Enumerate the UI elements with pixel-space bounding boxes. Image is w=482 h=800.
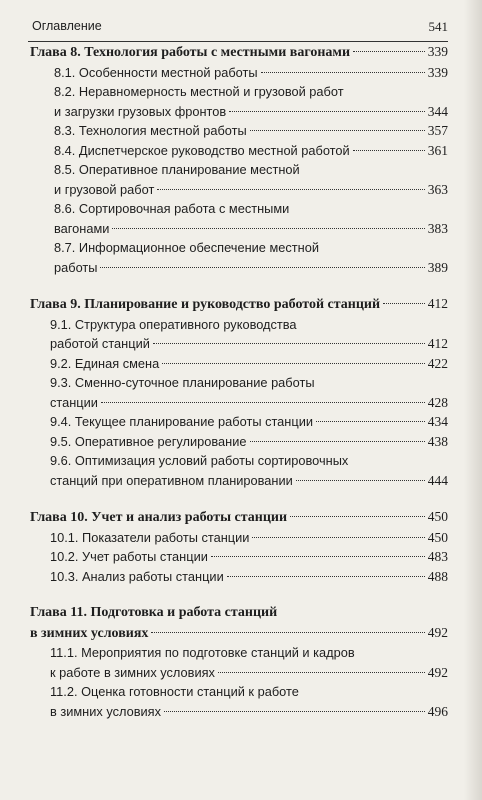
chapter-title: Глава 11. Подготовка и работа станций <box>30 605 278 620</box>
header-title: Оглавление <box>32 19 102 33</box>
toc-entry-continued: работы 389 <box>54 259 448 275</box>
chapter-11 <box>30 603 448 721</box>
toc-entry: 9.6. Оптимизация условий работы сортировочных <box>50 453 349 468</box>
chapter-heading <box>30 294 448 315</box>
toc-entry: 10.1. Показатели работы станции 450 <box>50 529 448 545</box>
toc-entry: 8.6. Сортировочная работа с местными <box>54 201 290 216</box>
chapter-heading-continued <box>30 623 448 644</box>
toc-entry: 8.1. Особенности местной работы 339 <box>54 64 448 80</box>
chapter-title: Глава 9. Планирование и руководство работой станций <box>30 297 381 312</box>
toc-entry-continued: работой станций 412 <box>50 336 448 351</box>
toc-entry: 11.2. Оценка готовности станций к работе <box>50 684 299 699</box>
toc-entry: 9.1. Структура оперативного руководства <box>50 316 297 332</box>
toc-entry: 9.3. Сменно-суточное планирование работы <box>50 375 315 390</box>
toc-entry: 9.5. Оперативное регулирование 438 <box>50 433 448 449</box>
toc-entry-continued: и грузовой работ 363 <box>54 181 448 197</box>
toc-entry-continued: станции 428 <box>50 394 448 410</box>
chapter-title-continued: в зимних условиях <box>30 625 149 641</box>
chapter-9 <box>30 294 448 490</box>
toc-entry: 10.2. Учет работы станции 483 <box>50 549 448 564</box>
toc-entry-continued: в зимних условиях 496 <box>50 703 448 719</box>
header-page-number: 541 <box>428 19 448 34</box>
chapter-8 <box>30 42 448 277</box>
toc-entry: 8.2. Неравномерность местной и грузовой работ <box>54 84 344 99</box>
chapter-10 <box>30 507 448 586</box>
chapter-title: Глава 8. Технология работы с местными вагонами <box>30 45 351 60</box>
chapter-heading <box>30 507 448 528</box>
page-spine-shadow <box>464 0 482 800</box>
toc-entry: 9.2. Единая смена 422 <box>50 355 448 371</box>
toc-entry: 10.3. Анализ работы станции 488 <box>50 568 448 584</box>
toc-entry-continued: станций при оперативном планировании 444 <box>50 472 448 488</box>
toc-entry: 8.4. Диспетчерское руководство местной работой 361 <box>54 142 448 158</box>
toc-entry: 8.5. Оперативное планирование местной <box>54 162 300 177</box>
page-ref: 339 <box>427 44 448 59</box>
chapter-heading <box>30 603 448 623</box>
table-of-contents <box>30 42 448 738</box>
page-ref: 492 <box>427 624 448 640</box>
chapter-heading <box>30 42 448 63</box>
toc-entry-continued: вагонами 383 <box>54 220 448 236</box>
page-ref: 412 <box>427 296 448 311</box>
toc-entry: 8.7. Информационное обеспечение местной <box>54 240 319 255</box>
toc-entry-continued: к работе в зимних условиях 492 <box>50 664 448 680</box>
toc-entry: 9.4. Текущее планирование работы станции 434 <box>50 414 448 429</box>
page-ref: 450 <box>427 509 448 524</box>
running-header <box>28 17 448 42</box>
chapter-title: Глава 10. Учет и анализ работы станции <box>30 510 288 525</box>
toc-entry-continued: и загрузки грузовых фронтов 344 <box>54 103 448 119</box>
toc-entry: 8.3. Технология местной работы 357 <box>54 123 448 138</box>
toc-entry: 11.1. Мероприятия по подготовке станций и кадров <box>50 645 355 660</box>
